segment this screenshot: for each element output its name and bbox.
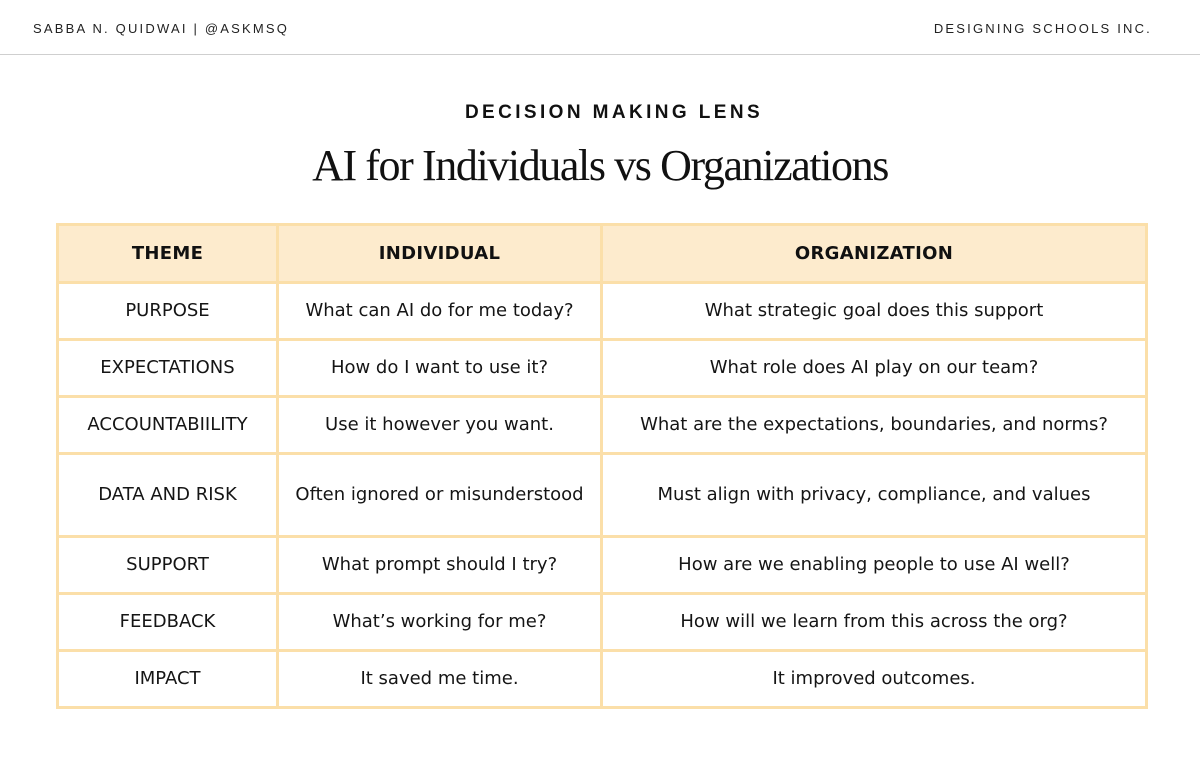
theme-cell: SUPPORT — [58, 537, 278, 594]
theme-cell: FEEDBACK — [58, 594, 278, 651]
column-header-individual: INDIVIDUAL — [278, 225, 602, 283]
organization-cell: How are we enabling people to use AI well? — [602, 537, 1147, 594]
individual-cell: What prompt should I try? — [278, 537, 602, 594]
individual-cell: Use it however you want. — [278, 397, 602, 454]
comparison-table — [56, 223, 1148, 709]
table-row — [58, 594, 1147, 651]
table-row — [58, 397, 1147, 454]
organization-name: DESIGNING SCHOOLS INC. — [933, 21, 1152, 36]
individual-cell: How do I want to use it? — [278, 340, 602, 397]
author-handle: SABBA N. QUIDWAI | @ASKMSQ — [33, 21, 290, 36]
top-bar — [0, 0, 1200, 55]
organization-cell: It improved outcomes. — [602, 651, 1147, 708]
organization-cell: What are the expectations, boundaries, and norms? — [602, 397, 1147, 454]
table-row — [58, 537, 1147, 594]
organization-cell: How will we learn from this across the org? — [602, 594, 1147, 651]
theme-cell: DATA AND RISK — [58, 454, 278, 537]
table-row — [58, 283, 1147, 340]
page-title: AI for Individuals vs Organizations — [312, 141, 888, 190]
organization-cell: What strategic goal does this support — [602, 283, 1147, 340]
column-header-organization: ORGANIZATION — [602, 225, 1147, 283]
table-row — [58, 454, 1147, 537]
individual-cell: It saved me time. — [278, 651, 602, 708]
organization-cell: What role does AI play on our team? — [602, 340, 1147, 397]
theme-cell: IMPACT — [58, 651, 278, 708]
organization-cell: Must align with privacy, compliance, and values — [602, 454, 1147, 537]
individual-cell: What’s working for me? — [278, 594, 602, 651]
individual-cell: Often ignored or misunderstood — [278, 454, 602, 537]
table-header-row — [58, 225, 1147, 283]
theme-cell: PURPOSE — [58, 283, 278, 340]
section-kicker: DECISION MAKING LENS — [464, 102, 764, 123]
theme-cell: ACCOUNTABIILITY — [58, 397, 278, 454]
column-header-theme: THEME — [58, 225, 278, 283]
theme-cell: EXPECTATIONS — [58, 340, 278, 397]
table-row — [58, 651, 1147, 708]
table-row — [58, 340, 1147, 397]
individual-cell: What can AI do for me today? — [278, 283, 602, 340]
